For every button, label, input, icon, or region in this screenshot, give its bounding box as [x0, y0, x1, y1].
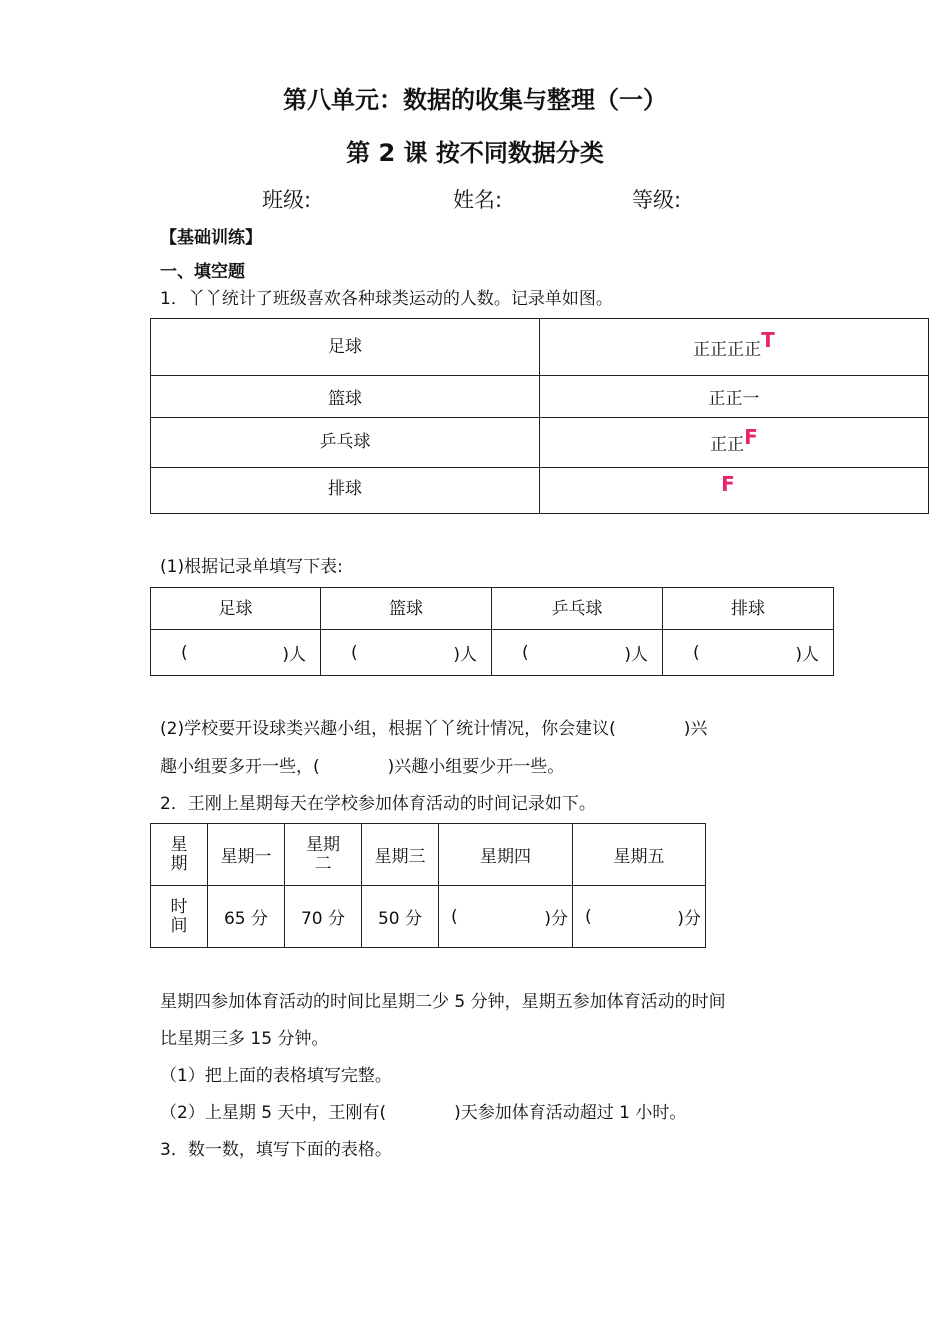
fill-answer-cell[interactable] — [321, 630, 492, 676]
fill-in-table — [150, 587, 834, 676]
time-value: 65 分 — [208, 886, 285, 948]
fill-answer-cell[interactable] — [663, 630, 834, 676]
unit-suffix: )人 — [795, 645, 819, 665]
row-header-day — [151, 824, 208, 886]
tally-mark-cell — [540, 319, 929, 376]
day-header: 星期一 — [208, 824, 285, 886]
unit-suffix: )人 — [453, 645, 477, 665]
question-3-stem: 3．数一数，填写下面的表格。 — [160, 1140, 392, 1160]
section-heading: 【基础训练】 — [160, 228, 262, 248]
row-header-char: 间 — [170, 915, 188, 936]
question-2-part-1: （1）把上面的表格填写完整。 — [160, 1066, 392, 1086]
fill-header-cell: 乒乓球 — [492, 588, 663, 630]
open-paren: ( — [351, 642, 358, 663]
question-1-part-2-line-1: (2)学校要开设球类兴趣小组，根据丫丫统计情况，你会建议( )兴 — [160, 719, 708, 739]
name-label: 姓名: — [453, 188, 503, 212]
tally-marks: 正正正正 — [693, 339, 762, 360]
time-blank[interactable] — [439, 886, 573, 948]
day-header: 星期三 — [362, 824, 439, 886]
handwritten-tally-mark: F — [721, 472, 735, 496]
row-header-char: 星 — [170, 834, 188, 855]
question-1-part-2-line-2: 趣小组要多开一些，( )兴趣小组要少开一些。 — [160, 757, 565, 777]
row-header-time — [151, 886, 208, 948]
tally-sport-cell: 足球 — [151, 319, 540, 376]
lesson-title: 第 2 课 按不同数据分类 — [346, 139, 604, 167]
day-header: 星期五 — [573, 824, 706, 886]
open-paren: ( — [522, 642, 529, 663]
unit-suffix: )分 — [677, 909, 701, 929]
tally-sport-cell: 乒乓球 — [151, 418, 540, 468]
tally-mark-cell — [540, 376, 929, 418]
open-paren: ( — [451, 906, 458, 927]
tally-mark-cell — [540, 468, 929, 514]
tally-marks: 正正一 — [708, 389, 760, 409]
open-paren: ( — [585, 906, 592, 927]
open-paren: ( — [693, 642, 700, 663]
activity-time-table — [150, 823, 706, 948]
day-header-line: 星期 — [306, 834, 340, 855]
handwritten-tally-mark: T — [761, 327, 775, 352]
grade-label: 等级: — [632, 188, 682, 212]
question-1-stem: 1．丫丫统计了班级喜欢各种球类运动的人数。记录单如图。 — [160, 289, 613, 309]
day-header-line: 二 — [314, 853, 332, 874]
time-blank[interactable] — [573, 886, 706, 948]
open-paren: ( — [181, 642, 188, 663]
tally-sport-cell: 排球 — [151, 468, 540, 514]
unit-suffix: )人 — [282, 645, 306, 665]
fill-header-cell: 篮球 — [321, 588, 492, 630]
part-heading: 一、填空题 — [160, 262, 245, 282]
question-2-stem: 2．王刚上星期每天在学校参加体育活动的时间记录如下。 — [160, 794, 596, 814]
day-header: 星期四 — [439, 824, 573, 886]
row-header-char: 期 — [170, 853, 188, 874]
class-label: 班级: — [262, 188, 312, 212]
time-value: 70 分 — [285, 886, 362, 948]
page-title: 第八单元：数据的收集与整理（一） — [283, 86, 667, 114]
fill-header-cell: 足球 — [151, 588, 321, 630]
unit-suffix: )分 — [544, 909, 568, 929]
question-2-description-line-2: 比星期三多 15 分钟。 — [160, 1029, 329, 1049]
row-header-char: 时 — [170, 896, 188, 917]
time-value: 50 分 — [362, 886, 439, 948]
fill-answer-cell[interactable] — [151, 630, 321, 676]
question-1-part-1: (1)根据记录单填写下表: — [160, 557, 343, 577]
question-2-part-2: （2）上星期 5 天中，王刚有( )天参加体育活动超过 1 小时。 — [160, 1103, 687, 1123]
day-header — [285, 824, 362, 886]
tally-table — [150, 318, 929, 514]
tally-mark-cell — [540, 418, 929, 468]
tally-marks: 正正 — [710, 435, 745, 455]
tally-sport-cell: 篮球 — [151, 376, 540, 418]
fill-answer-cell[interactable] — [492, 630, 663, 676]
fill-header-cell: 排球 — [663, 588, 834, 630]
unit-suffix: )人 — [624, 645, 648, 665]
handwritten-tally-mark: F — [744, 425, 758, 449]
question-2-description-line-1: 星期四参加体育活动的时间比星期二少 5 分钟，星期五参加体育活动的时间 — [160, 992, 726, 1012]
